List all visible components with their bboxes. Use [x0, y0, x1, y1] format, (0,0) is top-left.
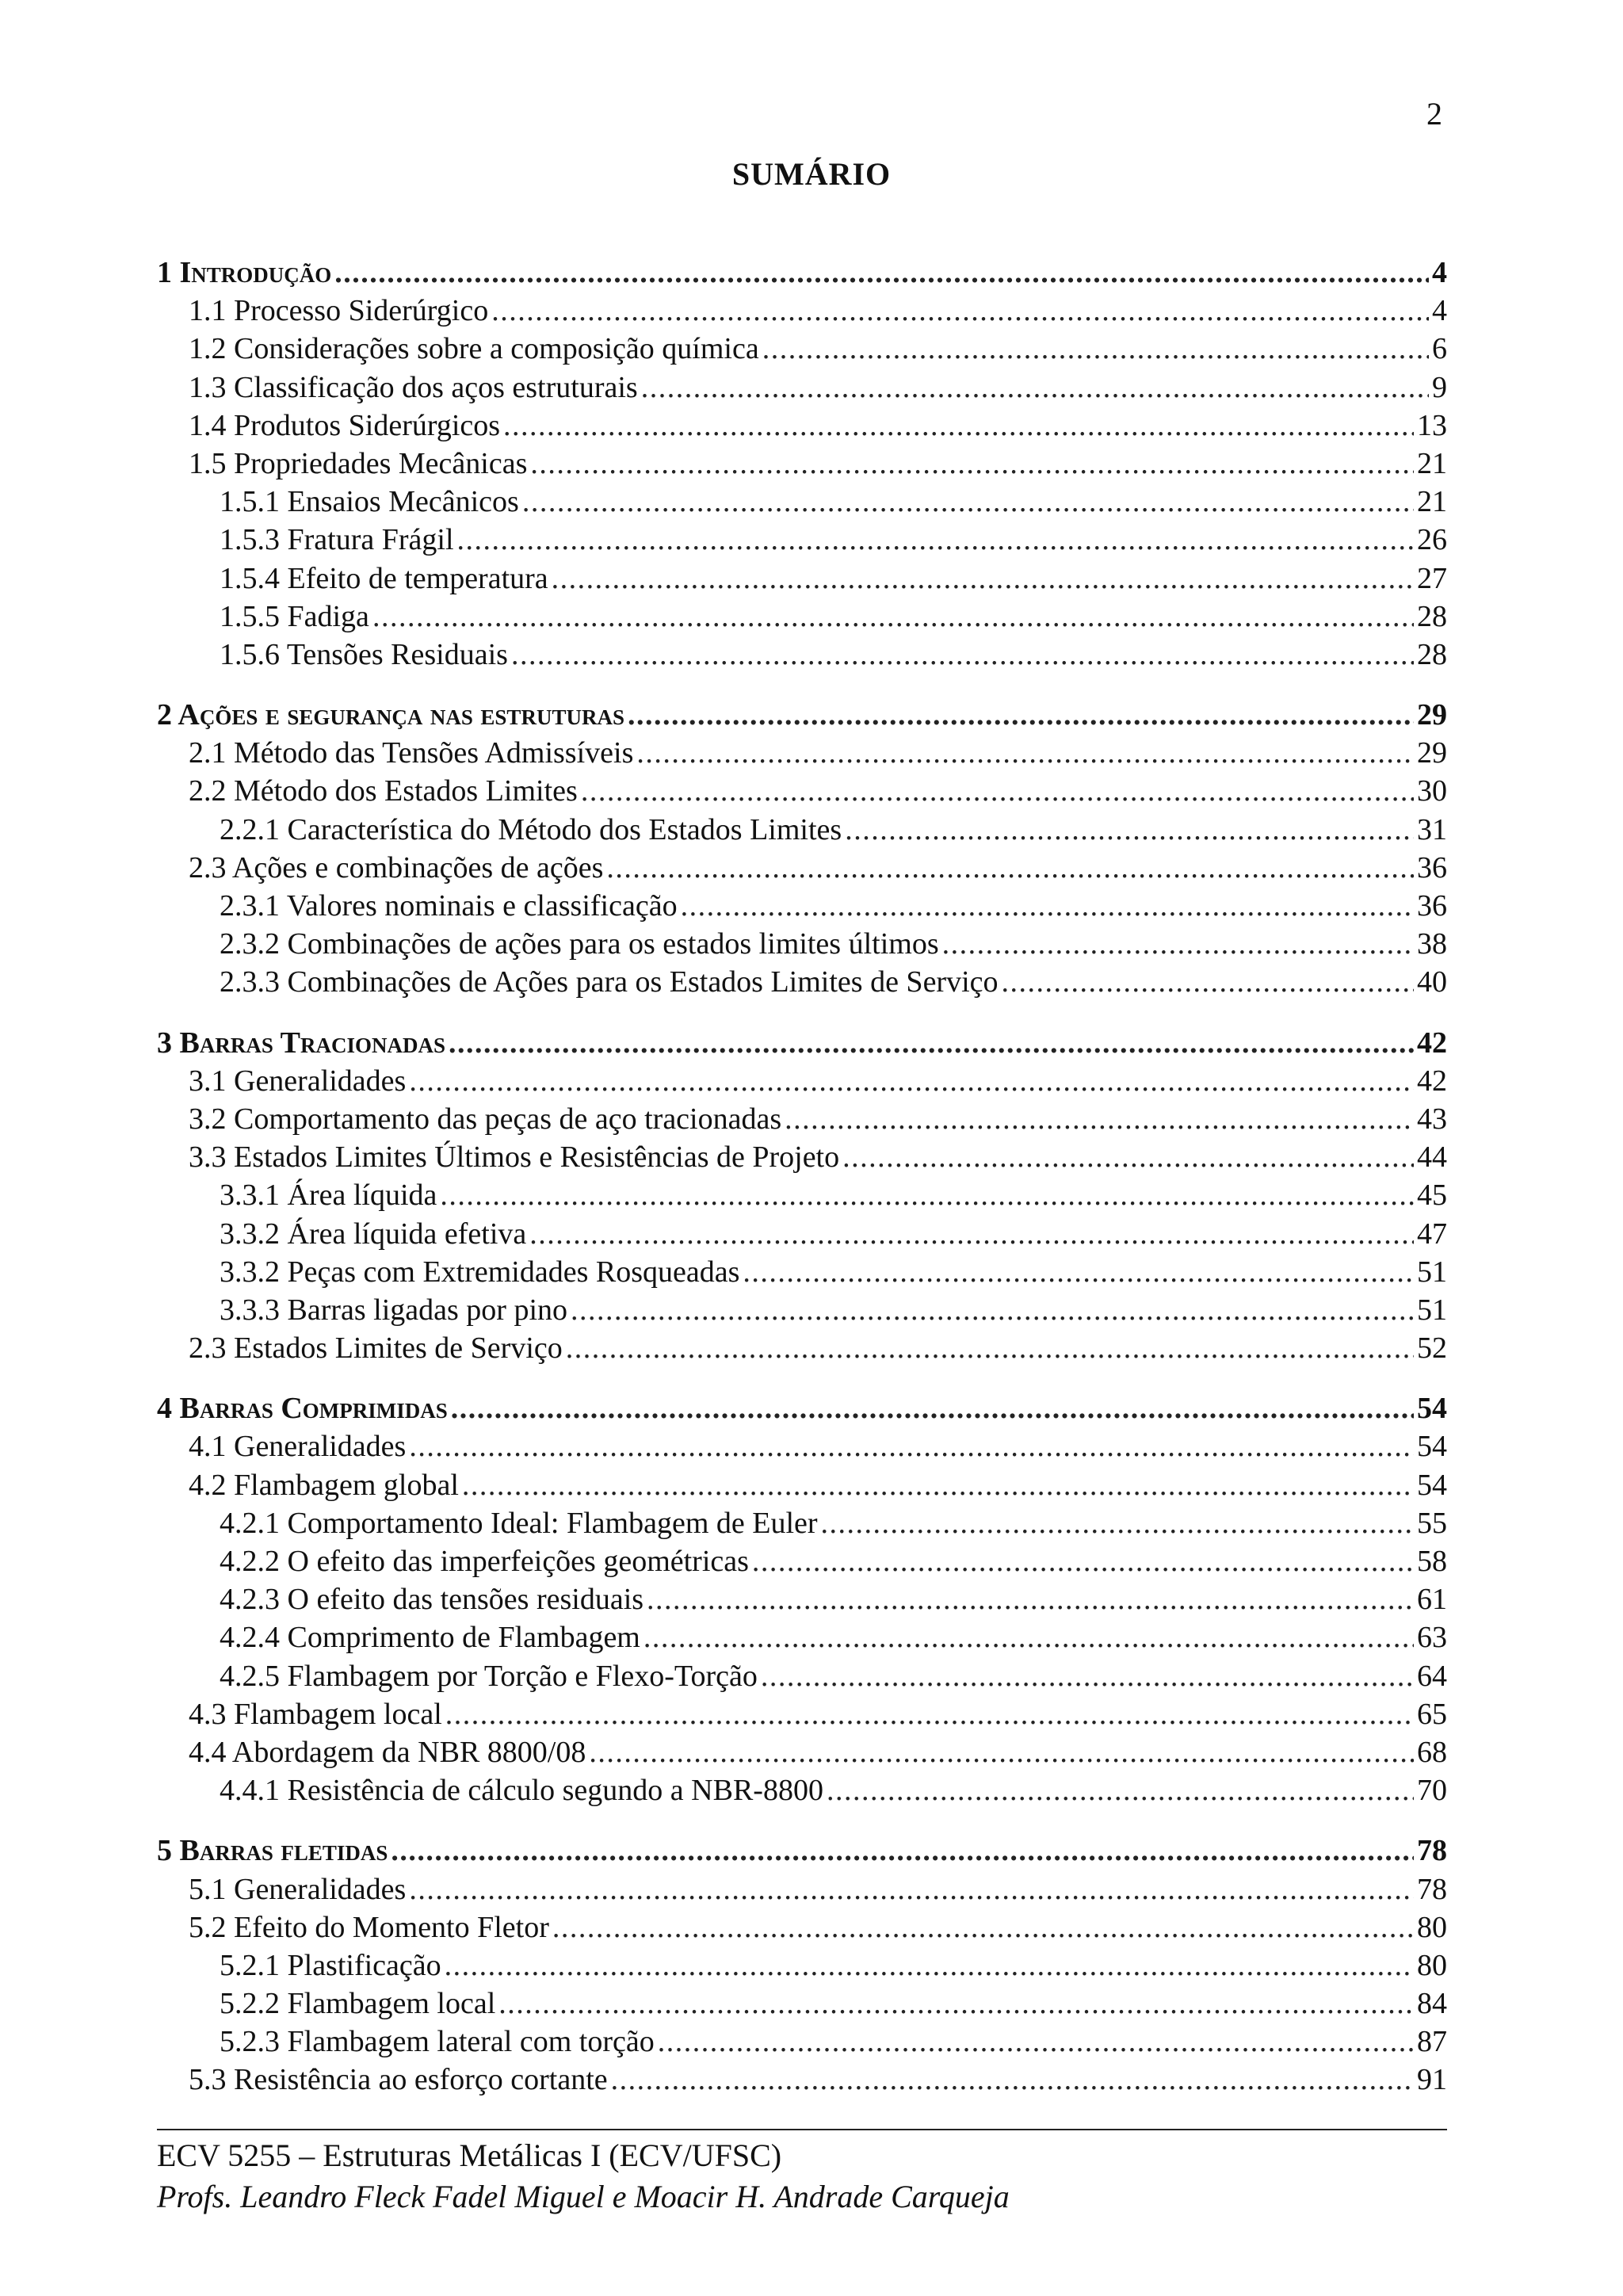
toc-entry-page: 36	[1417, 889, 1447, 923]
toc-entry[interactable]	[157, 1733, 1447, 1771]
toc-entry[interactable]	[157, 1329, 1447, 1367]
toc-entry-title: 3.2 Comportamento das peças de aço tracionadas	[189, 1102, 782, 1136]
toc-entry-page: 29	[1417, 736, 1447, 770]
dot-leader	[449, 1024, 1414, 1062]
toc-entry[interactable]	[157, 734, 1447, 772]
dot-leader	[636, 734, 1414, 772]
toc-entry[interactable]	[157, 1908, 1447, 1946]
dot-leader	[845, 811, 1414, 849]
dot-leader	[827, 1771, 1414, 1809]
toc-entry-title: 3.3.2 Área líquida efetiva	[220, 1217, 527, 1251]
toc-entry[interactable]	[157, 483, 1447, 521]
toc-entry-title: 2 Ações e segurança nas estruturas	[157, 698, 624, 732]
dot-leader	[552, 560, 1414, 598]
toc-entry[interactable]	[157, 445, 1447, 483]
toc-entry[interactable]	[157, 1618, 1447, 1656]
toc-entry-title: 2.2.1 Característica do Método dos Estados Limites	[220, 812, 842, 846]
toc-entry-page: 4	[1432, 256, 1447, 289]
dot-leader	[581, 772, 1414, 810]
toc-entry[interactable]	[157, 1466, 1447, 1504]
toc-entry[interactable]	[157, 521, 1447, 559]
toc-entry-page: 21	[1417, 485, 1447, 519]
toc-entry[interactable]	[157, 1657, 1447, 1695]
dot-leader	[628, 696, 1414, 734]
toc-entry-page: 80	[1417, 1910, 1447, 1944]
toc-entry-page: 26	[1417, 523, 1447, 557]
toc-entry[interactable]	[157, 330, 1447, 368]
toc-entry-page: 84	[1417, 1987, 1447, 2021]
dot-leader	[641, 369, 1429, 407]
toc-entry-page: 28	[1417, 637, 1447, 671]
toc-entry-page: 44	[1417, 1140, 1447, 1175]
dot-leader	[752, 1542, 1414, 1580]
toc-entry-page: 51	[1417, 1255, 1447, 1289]
toc-entry-title: 3.3.2 Peças com Extremidades Rosqueadas	[220, 1255, 740, 1289]
page-footer	[157, 2129, 1447, 2218]
toc-entry-title: 3 Barras Tracionadas	[157, 1026, 446, 1060]
toc-entry-title: 5.2.2 Flambagem local	[220, 1987, 496, 2021]
dot-leader	[451, 1389, 1414, 1427]
toc-entry-page: 9	[1432, 370, 1447, 404]
toc-entry[interactable]	[157, 1291, 1447, 1329]
toc-chapter-heading[interactable]	[157, 1389, 1447, 1427]
toc-chapter	[157, 1024, 1447, 1368]
toc-entry-page: 27	[1417, 561, 1447, 595]
toc-entry-page: 30	[1417, 774, 1447, 808]
toc-entry-title: 2.3.3 Combinações de Ações para os Estados Limites de Serviço	[220, 965, 999, 999]
dot-leader	[511, 636, 1414, 674]
toc-entry[interactable]	[157, 1100, 1447, 1138]
dot-leader	[1002, 963, 1414, 1001]
toc-entry[interactable]	[157, 1580, 1447, 1618]
toc-entry-title: 4 Barras Comprimidas	[157, 1392, 448, 1426]
toc-entry-title: 1.4 Produtos Siderúrgicos	[189, 408, 501, 442]
toc-entry-page: 28	[1417, 599, 1447, 633]
dot-leader	[658, 2023, 1414, 2061]
toc-entry-page: 54	[1417, 1430, 1447, 1464]
toc-entry-title: 4.3 Flambagem local	[189, 1697, 442, 1731]
toc-entry-title: 2.1 Método das Tensões Admissíveis	[189, 736, 634, 770]
toc-chapter-heading[interactable]	[157, 1024, 1447, 1062]
dot-leader	[761, 1657, 1414, 1695]
toc-entry-title: 4.2.2 O efeito das imperfeições geométricas	[220, 1545, 749, 1578]
toc-entry-page: 36	[1417, 850, 1447, 884]
toc-entry[interactable]	[157, 1771, 1447, 1809]
toc-entry[interactable]	[157, 1695, 1447, 1733]
toc-entry-title: 1.2 Considerações sobre a composição química	[189, 332, 759, 366]
dot-leader	[409, 1870, 1414, 1908]
dot-leader	[503, 407, 1414, 445]
toc-entry-title: 1.5.4 Efeito de temperatura	[220, 561, 548, 595]
toc-entry[interactable]	[157, 1542, 1447, 1580]
toc-entry-page: 42	[1417, 1026, 1447, 1060]
dot-leader	[440, 1176, 1414, 1214]
toc-entry-page: 51	[1417, 1293, 1447, 1327]
footer-course: ECV 5255 – Estruturas Metálicas I (ECV/UFSC)	[157, 2137, 782, 2173]
dot-leader	[445, 1946, 1414, 1985]
toc-entry-page: 63	[1417, 1621, 1447, 1655]
toc-entry-page: 45	[1417, 1179, 1447, 1213]
toc-entry-title: 2.3.1 Valores nominais e classificação	[220, 889, 678, 923]
page-number: 2	[1426, 96, 1442, 132]
dot-leader	[643, 1618, 1414, 1656]
toc-entry-page: 29	[1417, 698, 1447, 732]
dot-leader	[842, 1138, 1414, 1176]
toc-entry[interactable]	[157, 2023, 1447, 2061]
toc-entry-page: 4	[1432, 294, 1447, 328]
toc-entry-title: 1.5.1 Ensaios Mecânicos	[220, 485, 519, 519]
dot-leader	[409, 1427, 1414, 1465]
toc-entry[interactable]	[157, 636, 1447, 674]
dot-leader	[589, 1733, 1414, 1771]
toc-entry-title: 1.1 Processo Siderúrgico	[189, 294, 489, 328]
toc-entry-page: 80	[1417, 1948, 1447, 1982]
toc-entry-title: 4.2.5 Flambagem por Torção e Flexo-Torção	[220, 1659, 758, 1693]
toc-chapter	[157, 696, 1447, 1002]
dot-leader	[821, 1504, 1414, 1542]
toc-entry-title: 1.5.5 Fadiga	[220, 599, 369, 633]
dot-leader	[785, 1100, 1414, 1138]
toc-entry-title: 1.5 Propriedades Mecânicas	[189, 446, 528, 480]
dot-leader	[571, 1291, 1414, 1329]
toc-entry-page: 78	[1417, 1872, 1447, 1906]
dot-leader	[942, 925, 1414, 963]
toc-entry-page: 31	[1417, 812, 1447, 846]
toc-entry-title: 5 Barras fletidas	[157, 1834, 388, 1868]
toc-entry-title: 3.3 Estados Limites Últimos e Resistências de Projeto	[189, 1140, 840, 1175]
dot-leader	[611, 2061, 1414, 2099]
toc-entry-page: 87	[1417, 2025, 1447, 2059]
toc-entry[interactable]	[157, 560, 1447, 598]
toc-entry-title: 5.2 Efeito do Momento Fletor	[189, 1910, 549, 1944]
toc-entry[interactable]	[157, 1427, 1447, 1465]
toc-entry-page: 54	[1417, 1392, 1447, 1426]
dot-leader	[530, 445, 1414, 483]
toc-entry-title: 2.3 Ações e combinações de ações	[189, 850, 604, 884]
toc-entry[interactable]	[157, 1504, 1447, 1542]
dot-leader	[372, 598, 1414, 636]
toc-entry-page: 58	[1417, 1545, 1447, 1578]
toc-entry[interactable]	[157, 772, 1447, 810]
toc-entry-title: 1.3 Classificação dos aços estruturais	[189, 370, 638, 404]
toc-entry[interactable]	[157, 1253, 1447, 1291]
toc-entry-title: 3.3.3 Barras ligadas por pino	[220, 1293, 568, 1327]
dot-leader	[522, 483, 1414, 521]
toc-entry-title: 5.2.1 Plastificação	[220, 1948, 441, 1982]
toc-entry[interactable]	[157, 1215, 1447, 1253]
toc-entry-page: 61	[1417, 1583, 1447, 1617]
dot-leader	[681, 887, 1414, 925]
dot-leader	[647, 1580, 1414, 1618]
toc-entry-title: 3.3.1 Área líquida	[220, 1179, 437, 1213]
toc-entry-title: 4.2.1 Comportamento Ideal: Flambagem de Euler	[220, 1506, 818, 1540]
toc-entry-title: 4.2.3 O efeito das tensões residuais	[220, 1583, 644, 1617]
toc-entry-title: 1.5.3 Fratura Frágil	[220, 523, 454, 557]
toc-entry-title: 4.1 Generalidades	[189, 1430, 407, 1464]
toc-entry-page: 40	[1417, 965, 1447, 999]
page-title: SUMÁRIO	[731, 156, 892, 192]
dot-leader	[762, 330, 1429, 368]
toc-entry-page: 47	[1417, 1217, 1447, 1251]
toc-entry-page: 42	[1417, 1064, 1447, 1098]
dot-leader	[552, 1908, 1414, 1946]
toc-entry-title: 5.1 Generalidades	[189, 1872, 407, 1906]
toc-entry[interactable]	[157, 292, 1447, 330]
toc-entry-title: 4.2.4 Comprimento de Flambagem	[220, 1621, 640, 1655]
footer-authors: Profs. Leandro Fleck Fadel Miguel e Moacir H. Andrade Carqueja	[157, 2179, 1010, 2214]
toc-entry-page: 6	[1432, 332, 1447, 366]
dot-leader	[457, 521, 1414, 559]
dot-leader	[445, 1695, 1414, 1733]
toc-entry-page: 52	[1417, 1331, 1447, 1366]
toc-entry-title: 5.3 Resistência ao esforço cortante	[189, 2063, 608, 2097]
toc-entry[interactable]	[157, 1138, 1447, 1176]
dot-leader	[529, 1215, 1414, 1253]
toc-entry[interactable]	[157, 963, 1447, 1001]
toc-entry-title: 5.2.3 Flambagem lateral com torção	[220, 2025, 655, 2059]
toc-entry[interactable]	[157, 811, 1447, 849]
toc-entry[interactable]	[157, 598, 1447, 636]
toc-entry[interactable]	[157, 887, 1447, 925]
toc-chapter	[157, 254, 1447, 674]
toc-entry-page: 43	[1417, 1102, 1447, 1136]
dot-leader	[606, 849, 1414, 887]
toc-chapter-heading[interactable]	[157, 1832, 1447, 1870]
toc-entry-page: 38	[1417, 927, 1447, 961]
toc-entry[interactable]	[157, 925, 1447, 963]
toc-entry-title: 2.3 Estados Limites de Serviço	[189, 1331, 563, 1366]
toc-entry-page: 55	[1417, 1506, 1447, 1540]
toc-entry-page: 68	[1417, 1735, 1447, 1769]
toc-chapter	[157, 1389, 1447, 1809]
toc-entry-page: 54	[1417, 1468, 1447, 1502]
table-of-contents	[157, 254, 1447, 2122]
toc-entry[interactable]	[157, 1176, 1447, 1214]
toc-entry-page: 65	[1417, 1697, 1447, 1731]
toc-entry[interactable]	[157, 2061, 1447, 2099]
toc-entry-title: 3.1 Generalidades	[189, 1064, 407, 1098]
toc-entry-title: 4.2 Flambagem global	[189, 1468, 459, 1502]
dot-leader	[409, 1062, 1414, 1100]
toc-entry[interactable]	[157, 849, 1447, 887]
toc-entry-title: 4.4.1 Resistência de cálculo segundo a NBR-8800	[220, 1774, 823, 1808]
toc-entry-page: 70	[1417, 1774, 1447, 1808]
toc-entry[interactable]	[157, 407, 1447, 445]
toc-entry[interactable]	[157, 1870, 1447, 1908]
dot-leader	[391, 1832, 1414, 1870]
toc-entry[interactable]	[157, 1985, 1447, 2023]
toc-entry-title: 1.5.6 Tensões Residuais	[220, 637, 508, 671]
toc-entry-title: 2.3.2 Combinações de ações para os estados limites últimos	[220, 927, 939, 961]
toc-entry[interactable]	[157, 1062, 1447, 1100]
toc-entry-page: 91	[1417, 2063, 1447, 2097]
toc-entry-title: 2.2 Método dos Estados Limites	[189, 774, 578, 808]
toc-entry[interactable]	[157, 369, 1447, 407]
dot-leader	[334, 254, 1429, 292]
dot-leader	[462, 1466, 1414, 1504]
dot-leader	[491, 292, 1429, 330]
toc-entry-title: 1 Introdução	[157, 256, 332, 289]
toc-entry-page: 13	[1417, 408, 1447, 442]
toc-chapter	[157, 1832, 1447, 2099]
toc-entry[interactable]	[157, 1946, 1447, 1985]
toc-entry-page: 78	[1417, 1834, 1447, 1868]
dot-leader	[566, 1329, 1414, 1367]
toc-entry-title: 4.4 Abordagem da NBR 8800/08	[189, 1735, 586, 1769]
toc-entry-page: 64	[1417, 1659, 1447, 1693]
toc-chapter-heading[interactable]	[157, 696, 1447, 734]
toc-entry-page: 21	[1417, 446, 1447, 480]
toc-chapter-heading[interactable]	[157, 254, 1447, 292]
dot-leader	[498, 1985, 1414, 2023]
dot-leader	[743, 1253, 1414, 1291]
